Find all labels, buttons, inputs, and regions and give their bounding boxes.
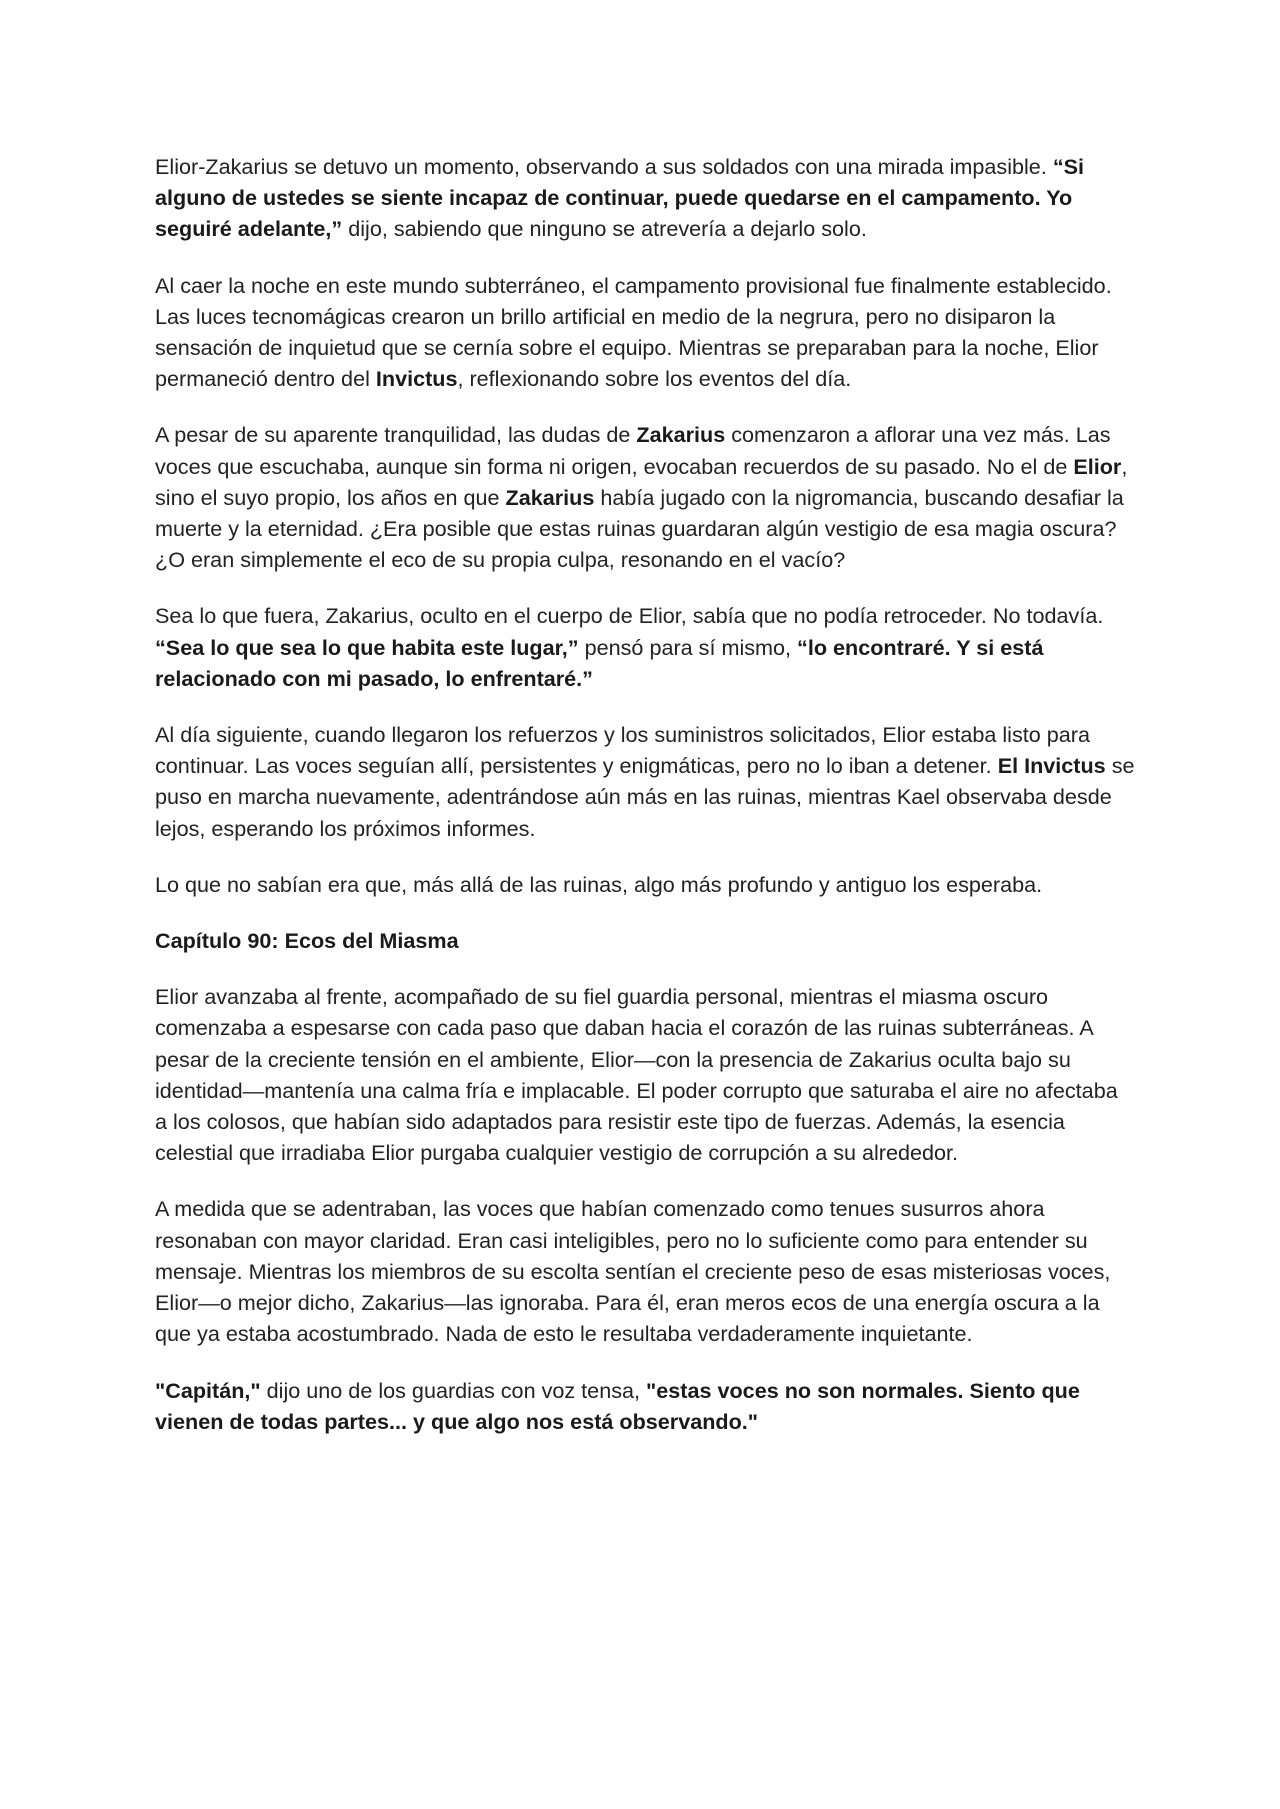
paragraph-awaiting <box>155 869 1135 900</box>
paragraph-camp-night <box>155 270 1135 395</box>
dialogue-bold: “Si alguno de ustedes se siente incapaz de continuar, puede quedarse en el campamento. Yo seguiré adelante,” <box>155 154 1085 242</box>
emphasis-bold: El Invictus <box>997 753 1106 779</box>
text-run: Al día siguiente, cuando llegaron los refuerzos y los suministros solicitados, Elior estaba listo para continuar. Las voces seguían allí, persistentes y enigmáticas, pero no lo iban a detener. <box>155 722 1091 779</box>
chapter-heading <box>155 925 1135 956</box>
dialogue-bold: "estas voces no son normales. Siento que vienen de todas partes... y que algo nos está observando." <box>155 1377 1080 1434</box>
dialogue-bold: “lo encontraré. Y si está relacionado con mi pasado, lo enfrentaré.” <box>155 634 1044 691</box>
text-run: Elior-Zakarius se detuvo un momento, observando a sus soldados con una mirada impasible. <box>155 154 1053 179</box>
emphasis-bold: Zakarius <box>505 484 595 510</box>
text-run: dijo, sabiendo que ninguno se atrevería a dejarlo solo. <box>342 216 867 242</box>
emphasis-bold: Invictus <box>375 366 458 392</box>
paragraph-zakarius-stops <box>155 151 1135 245</box>
text-run: Al caer la noche en este mundo subterráneo, el campamento provisional fue finalmente establecido. Las luces tecnomágicas crearon un brillo artificial en medio de la negrura, pero no disiparon la sensación de inquietud que se cernía sobre el equipo. Mientras se preparaban para la noche, Elior permaneció dentro del <box>155 272 1112 392</box>
text-run: A pesar de su aparente tranquilidad, las dudas de <box>155 422 637 448</box>
emphasis-bold: Elior <box>1073 453 1122 479</box>
emphasis-bold: Zakarius <box>636 422 726 448</box>
paragraph-miasma-advance <box>155 981 1135 1168</box>
text-run: A medida que se adentraban, las voces que habían comenzado como tenues susurros ahora resonaban con mayor claridad. Eran casi inteligibles, pero no lo suficiente como para entender su mensaje. Mientras los miembros de su escolta sentían el creciente peso de esas misteriosas voces, Elior—o mejor dicho, Zakarius—las ignoraba. Para él, eran meros ecos de una energía oscura a la que ya estaba acostumbrado. Nada de esto le resultaba verdaderamente inquietante. <box>155 1196 1111 1347</box>
text-run: había jugado con la nigromancia, buscando desafiar la muerte y la eternidad. ¿Era posible que estas ruinas guardaran algún vestigio de esa magia oscura? ¿O eran simplemente el eco de su propia culpa, resonando en el vacío? <box>155 484 1124 573</box>
text-run: , sino el suyo propio, los años en que <box>155 453 1128 510</box>
text-run: comenzaron a aflorar una vez más. Las voces que escuchaba, aunque sin forma ni origen, evocaban recuerdos de su pasado. No el de <box>155 422 1111 479</box>
dialogue-bold: "Capitán," <box>155 1377 261 1403</box>
text-run: Lo que no sabían era que, más allá de las ruinas, algo más profundo y antiguo los esperaba. <box>155 871 1043 897</box>
paragraph-no-retreat <box>155 600 1135 694</box>
paragraph-voices <box>155 1193 1135 1349</box>
text-run: pensó para sí mismo, <box>578 634 798 660</box>
dialogue-bold: “Sea lo que sea lo que habita este lugar,” <box>155 634 579 660</box>
paragraph-zakarius-doubts <box>155 419 1135 575</box>
document-page <box>155 151 1135 1462</box>
chapter-title: Capítulo 90: Ecos del Miasma <box>155 928 459 954</box>
text-run: , reflexionando sobre los eventos del día. <box>457 366 852 392</box>
text-run: dijo uno de los guardias con voz tensa, <box>260 1377 647 1403</box>
text-run: Sea lo que fuera, Zakarius, oculto en el cuerpo de Elior, sabía que no podía retroceder. No todavía. <box>155 603 1104 629</box>
paragraph-guard-dialogue <box>155 1375 1135 1437</box>
text-run: Elior avanzaba al frente, acompañado de su fiel guardia personal, mientras el miasma oscuro comenzaba a espesarse con cada paso que daban hacia el corazón de las ruinas subterráneas. A pesar de la creciente tensión en el ambiente, Elior—con la presencia de Zakarius oculta bajo su identidad—mantenía una calma fría e implacable. El poder corrupto que saturaba el aire no afectaba a los colosos, que habían sido adaptados para resistir este tipo de fuerzas. Además, la esencia celestial que irradiaba Elior purgaba cualquier vestigio de corrupción a su alrededor. <box>155 984 1118 1166</box>
paragraph-next-day <box>155 719 1135 844</box>
text-run: se puso en marcha nuevamente, adentrándose aún más en las ruinas, mientras Kael observaba desde lejos, esperando los próximos informes. <box>155 753 1135 841</box>
